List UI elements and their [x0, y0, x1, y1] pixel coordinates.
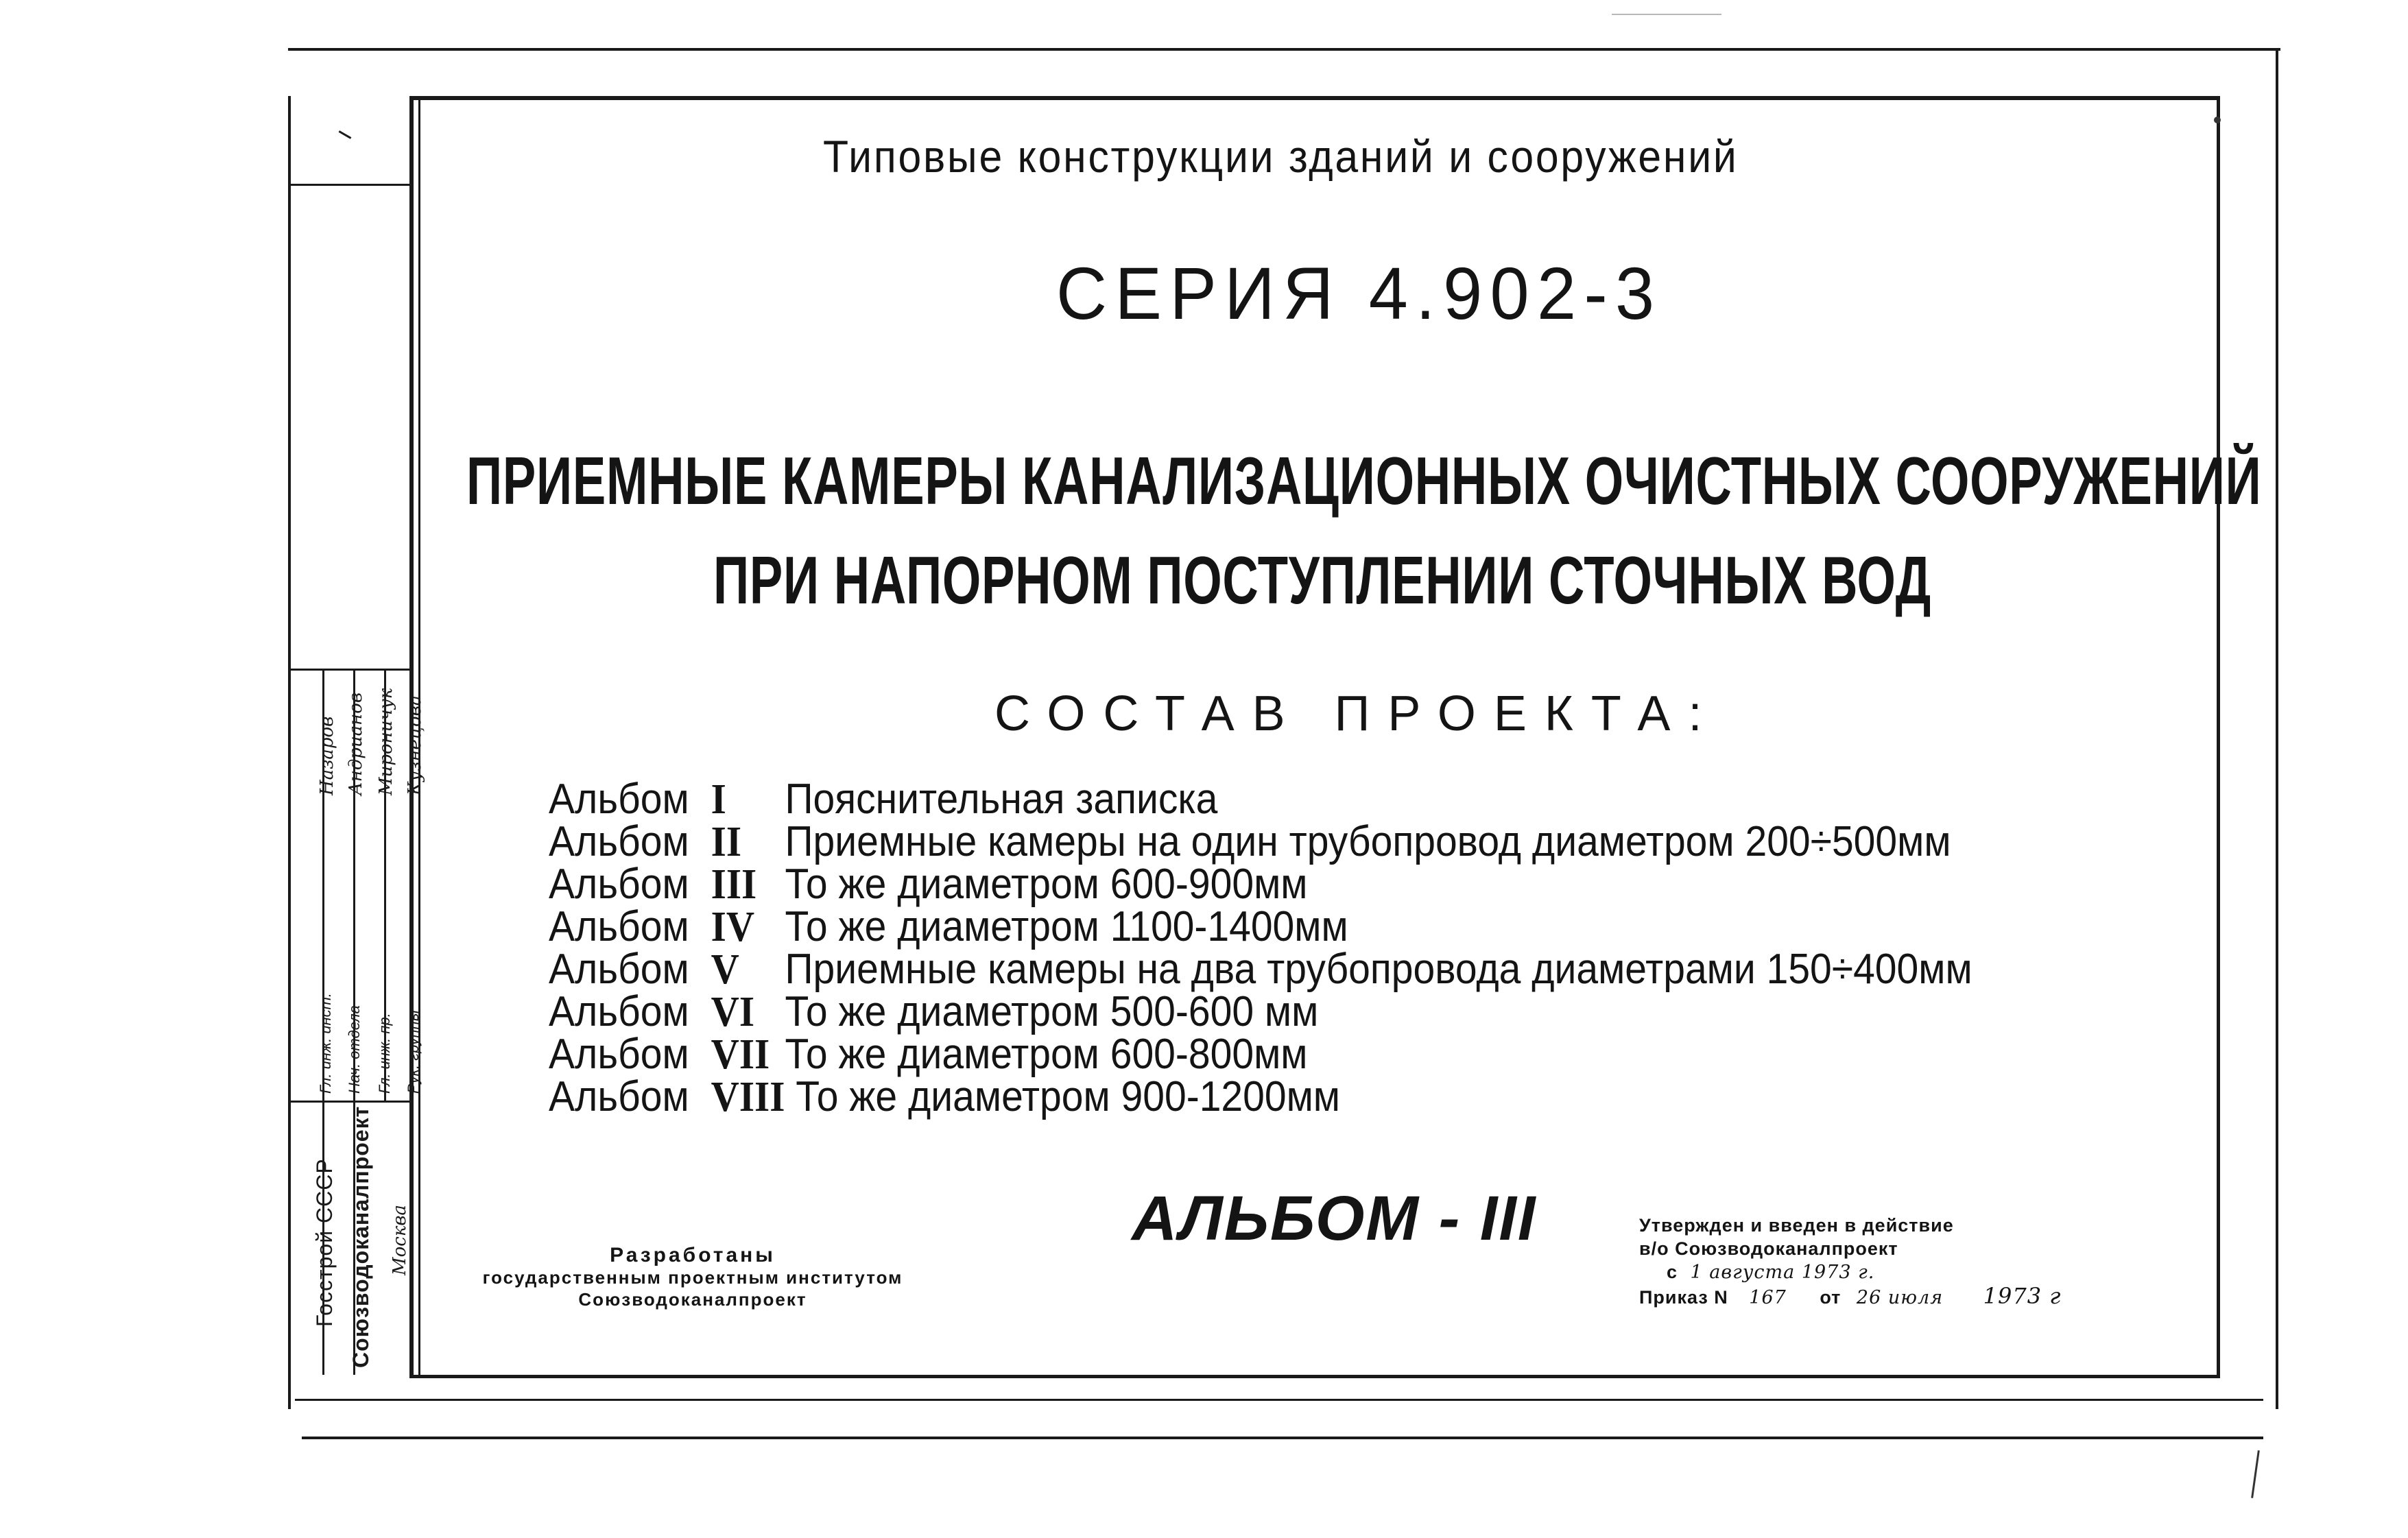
approval-line: Утвержден и введен в действие — [1639, 1215, 1954, 1236]
composition-heading: СОСТАВ ПРОЕКТА: — [994, 686, 1720, 741]
album-description: Приемные камеры на два трубопровода диаметрами 150÷400мм — [785, 946, 1972, 993]
album-number: VI — [711, 989, 755, 1035]
album-label: Альбом — [549, 776, 689, 823]
side-strip-table-top — [288, 669, 412, 671]
side-role: Рук. группы — [405, 1009, 422, 1094]
album-label: Альбом — [549, 1031, 689, 1078]
approval-line — [1639, 1260, 2061, 1284]
side-org-gosstroy: Госстрой СССР — [312, 1158, 337, 1327]
scan-artifact — [2214, 117, 2221, 123]
sheet-border-inner-bottom — [295, 1399, 2263, 1401]
main-title-line2: ПРИ НАПОРНОМ ПОСТУПЛЕНИИ СТОЧНЫХ ВОД — [713, 542, 1932, 618]
main-frame-bottom — [409, 1375, 2220, 1378]
side-role: Гл. инж. пр. — [376, 1013, 393, 1094]
order-number: 167 — [1749, 1287, 1787, 1308]
order-label: Приказ N — [1639, 1287, 1728, 1308]
album-number: V — [711, 946, 739, 993]
corner-tick-mark — [339, 130, 352, 139]
side-signer: Назаров — [317, 716, 337, 795]
sheet-border-bottom — [302, 1437, 2263, 1439]
approval-date-prefix: с — [1667, 1262, 1678, 1282]
developer-block — [439, 1245, 946, 1310]
order-from: от — [1820, 1287, 1841, 1308]
developer-line: Разработаны — [610, 1244, 776, 1266]
album-number: IV — [711, 904, 755, 950]
order-date: 26 июля — [1856, 1287, 1944, 1308]
current-album-label: АЛЬБОМ - III — [1132, 1183, 1537, 1253]
album-row — [549, 1072, 1340, 1122]
approval-block — [1639, 1214, 2061, 1310]
sheet-border-right — [2276, 48, 2278, 1409]
sheet-border-left — [288, 96, 291, 1409]
main-frame-top — [409, 96, 2220, 100]
approval-line: в/о Союзводоканалпроект — [1639, 1238, 1898, 1259]
album-description: То же диаметром 500-600 мм — [785, 988, 1319, 1035]
side-role: Гл. инж. инст. — [317, 993, 334, 1094]
main-title-line1: ПРИЕМНЫЕ КАМЕРЫ КАНАЛИЗАЦИОННЫХ ОЧИСТНЫХ СООРУЖЕНИЙ — [466, 443, 2262, 518]
side-signer: Андрианов — [346, 692, 366, 795]
side-signer: Мироничук — [376, 688, 396, 795]
album-number: II — [711, 819, 742, 865]
developer-line: Союзводоканалпроект — [578, 1289, 807, 1310]
album-description: То же диаметром 1100-1400мм — [785, 903, 1348, 950]
header-typical-structures: Типовые конструкции зданий и сооружений — [823, 131, 1739, 182]
album-description: Приемные камеры на один трубопровод диаметром 200÷500мм — [785, 818, 1951, 865]
album-label: Альбом — [549, 1073, 689, 1120]
album-number: VII — [711, 1031, 770, 1078]
approval-order-line — [1639, 1284, 2061, 1310]
album-label: Альбом — [549, 861, 689, 908]
album-description: Пояснительная записка — [785, 776, 1218, 823]
album-description: То же диаметром 600-800мм — [785, 1031, 1308, 1078]
side-strip-divider — [288, 184, 412, 186]
album-description: То же диаметром 900-1200мм — [796, 1073, 1341, 1120]
side-strip-table-bottom — [288, 1101, 412, 1103]
side-role: Нач. отдела — [346, 1005, 363, 1094]
album-label: Альбом — [549, 946, 689, 993]
scan-artifact — [1612, 14, 1721, 15]
album-number: VIII — [711, 1074, 785, 1120]
main-frame-right — [2217, 96, 2220, 1377]
sheet-border-top — [288, 48, 2280, 51]
side-signer: Кузнецова — [405, 695, 425, 795]
album-label: Альбом — [549, 818, 689, 865]
album-number: I — [711, 776, 726, 823]
approval-date: 1 августа 1973 г. — [1690, 1262, 1875, 1283]
side-org-institute: Союзводоканалпроект — [348, 1105, 373, 1368]
series-number: СЕРИЯ 4.902-3 — [1056, 252, 1662, 335]
album-description: То же диаметром 600-900мм — [785, 861, 1308, 908]
developer-line: государственным проектным институтом — [482, 1267, 903, 1288]
scan-artifact — [2251, 1450, 2260, 1498]
album-number: III — [711, 861, 757, 908]
album-label: Альбом — [549, 988, 689, 1035]
album-label: Альбом — [549, 903, 689, 950]
side-city: Москва — [390, 1205, 410, 1275]
order-year: 1973 г — [1983, 1283, 2062, 1309]
